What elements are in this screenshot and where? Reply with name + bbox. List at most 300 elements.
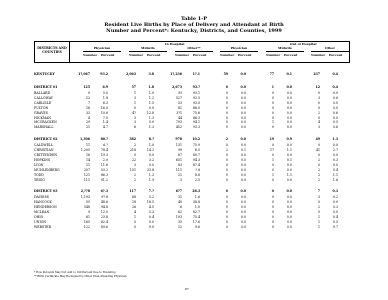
cell-value: 4: [133, 210, 136, 215]
cell-value: 0: [225, 91, 228, 95]
out-hospital-header: Out of Hospital: [290, 42, 317, 46]
cell-value: 75.6: [192, 110, 200, 115]
cell-value: 0.0: [286, 205, 292, 210]
cell-value: 0: [271, 215, 274, 219]
cell-value: 0: [225, 110, 228, 115]
subheader-percent: Percent: [238, 53, 252, 57]
row-label: CALLOWAY: [34, 95, 53, 100]
cell-value: 793: [175, 120, 182, 125]
title-line-2: Resident Live Births by Place of Delivery and Attendant at Birth: [104, 22, 284, 28]
cell-value: 0.0: [240, 210, 246, 215]
cell-value: 1.4: [102, 120, 108, 125]
cell-value: 0: [271, 167, 274, 172]
row-label: HOPKINS: [34, 157, 51, 162]
cell-value: 7: [87, 100, 90, 105]
cell-value: 38.8: [192, 200, 200, 205]
cell-value: 0: [271, 125, 274, 130]
cell-value: 1,193: [80, 195, 90, 200]
cell-value: 0: [225, 162, 228, 167]
cell-value: 3: [317, 195, 320, 200]
cell-value: 0.0: [286, 167, 292, 172]
cell-value: 0.4: [332, 72, 338, 76]
cell-value: 0: [271, 162, 274, 167]
cell-value: 0.0: [286, 177, 292, 182]
cell-value: 0.6: [332, 125, 338, 130]
row-label: LYON: [34, 162, 44, 167]
row-label: HENDERSON: [34, 205, 57, 210]
footnotes: [34, 271, 127, 279]
cell-value: 0.0: [286, 110, 292, 115]
cell-value: 0: [225, 215, 228, 219]
cell-value: 3: [317, 125, 320, 130]
cell-value: 0.0: [240, 189, 246, 194]
cell-value: 57: [131, 85, 136, 89]
row-label: CARLISLE: [34, 100, 52, 105]
cell-value: 978: [175, 137, 182, 142]
cell-value: 0: [271, 100, 274, 105]
cell-value: 0.5: [332, 219, 338, 224]
cell-value: 527: [175, 95, 182, 100]
cell-value: ?.8: [195, 167, 200, 172]
cell-value: 1.8: [102, 95, 108, 100]
cell-value: 2.5: [194, 177, 200, 182]
row-label: DISTRICT 01: [34, 85, 58, 89]
cell-value: 0: [271, 177, 274, 182]
cell-value: 0.0: [332, 91, 338, 95]
cell-value: 18.5: [146, 200, 154, 205]
cell-value: 6.5: [194, 148, 200, 153]
cell-value: 131: [175, 143, 182, 148]
cell-value: 5.0: [102, 91, 108, 95]
cell-value: 28.3: [192, 189, 200, 194]
cell-value: 165: [83, 219, 90, 224]
cell-value: 93.0: [192, 100, 200, 105]
subheader-percent: Percent: [329, 53, 343, 57]
cell-value: 0: [225, 143, 228, 148]
cell-value: 0: [225, 210, 228, 215]
cell-value: 0: [271, 195, 274, 200]
cell-value: 11: [85, 162, 90, 167]
cell-value: 0.0: [240, 95, 246, 100]
cell-value: 0: [317, 210, 320, 215]
cell-value: 0.0: [148, 224, 154, 229]
cell-value: 0.0: [332, 153, 338, 157]
cell-value: 0.0: [332, 143, 338, 148]
cell-value: 99: [177, 148, 182, 153]
cell-value: 3.8: [148, 72, 154, 76]
cell-value: 4.5: [148, 205, 154, 210]
cell-value: 19.3: [100, 153, 108, 157]
cell-value: 0.0: [286, 210, 292, 215]
cell-value: 9.6: [194, 224, 200, 229]
cell-value: 0.0: [286, 224, 292, 229]
cell-value: 94.1: [192, 120, 200, 125]
cell-value: 0.0: [286, 105, 292, 110]
cell-value: 0: [317, 162, 320, 167]
cell-value: 49: [315, 137, 320, 142]
cell-value: 0.0: [286, 189, 292, 194]
cell-value: 12: [315, 85, 320, 89]
cell-value: 1.3: [332, 137, 338, 142]
out-midwife-header: Midwife: [266, 47, 304, 52]
cell-value: 6?.3: [100, 189, 108, 194]
cell-value: 1: [317, 215, 320, 219]
cell-value: 1.6: [194, 195, 200, 200]
subheader-number: Number: [220, 53, 235, 57]
cell-value: 0: [133, 153, 136, 157]
cell-value: 1.0: [148, 143, 154, 148]
cell-value: 82.4: [100, 219, 108, 224]
cell-value: 0.0: [240, 85, 246, 89]
cell-value: 59: [223, 72, 228, 76]
cell-value: 0.2: [332, 195, 338, 200]
cell-value: 0: [317, 91, 320, 95]
cell-value: 29: [85, 120, 90, 125]
cell-value: 11: [85, 143, 90, 148]
cell-value: 0.5: [332, 120, 338, 125]
row-label: HICKMAN: [34, 115, 52, 120]
cell-value: 1: [133, 91, 136, 95]
cell-value: 0.0: [286, 215, 292, 219]
cell-value: 0: [317, 100, 320, 105]
cell-value: 0: [87, 91, 90, 95]
cell-value: 1.0: [148, 91, 154, 95]
subheader-number: Number: [311, 53, 326, 57]
row-label: DISTRICT 03: [34, 189, 58, 194]
cell-value: 0.3: [332, 189, 338, 194]
cell-value: 0.3: [332, 205, 338, 210]
cell-value: 0: [271, 200, 274, 205]
cell-value: 2: [317, 110, 320, 115]
cell-value: 1.5: [148, 100, 154, 105]
subheader-percent: Percent: [147, 53, 161, 57]
cell-value: 2.0: [102, 157, 108, 162]
cell-value: 0: [133, 224, 136, 229]
cell-value: 6?7: [175, 189, 182, 194]
cell-value: 1: [133, 215, 136, 219]
cell-value: 22: [131, 157, 136, 162]
cell-value: 0.3: [332, 157, 338, 162]
cell-value: 75.4: [192, 215, 200, 219]
cell-value: 68: [131, 195, 136, 200]
cell-value: 12.8: [146, 110, 154, 115]
table-row: [0, 189, 388, 194]
cell-value: 0.4: [332, 215, 338, 219]
cell-value: 0.0: [240, 215, 246, 219]
cell-value: 0: [271, 110, 274, 115]
physician-header: Physician: [83, 47, 121, 52]
cell-value: 41: [315, 148, 320, 153]
cell-value: 0.0: [332, 105, 338, 110]
cell-value: 0.0: [286, 195, 292, 200]
cell-value: 1: [271, 85, 274, 89]
cell-value: 0.0: [286, 200, 292, 205]
row-label: KENTUCKY: [34, 72, 55, 76]
row-label: DISTRICT 02: [34, 137, 58, 142]
cell-value: 0.4: [148, 215, 154, 219]
cell-value: 0: [317, 200, 320, 205]
cell-value: 0: [225, 219, 228, 224]
cell-value: 0.0: [148, 153, 154, 157]
cell-value: 48.6: [100, 200, 108, 205]
cell-value: 80.?: [100, 137, 108, 142]
cell-value: 0: [271, 153, 274, 157]
midwife-header: Midwife: [129, 47, 167, 52]
cell-value: 117: [129, 189, 136, 194]
row-label: TODD: [34, 172, 44, 177]
cell-value: 9: [87, 210, 90, 215]
table-row: [0, 137, 388, 142]
cell-value: 0.0: [148, 105, 154, 110]
cell-value: 0.0: [332, 115, 338, 120]
cell-value: 2: [133, 172, 136, 177]
cell-value: 10.6: [100, 110, 108, 115]
cell-value: 0.6: [332, 110, 338, 115]
cell-value: 0.0: [332, 100, 338, 105]
cell-value: 67: [177, 153, 182, 157]
table-row: [0, 125, 388, 130]
table-title: [0, 16, 388, 34]
cell-value: 3: [133, 162, 136, 167]
cell-value: 14.2: [146, 148, 154, 153]
cell-value: 17.6: [192, 219, 200, 224]
cell-value: 2: [317, 172, 320, 177]
cell-value: 0: [225, 205, 228, 210]
cell-value: 0: [271, 95, 274, 100]
cell-value: 93.1: [192, 91, 200, 95]
cell-value: 3.2: [148, 157, 154, 162]
cell-value: 0: [271, 205, 274, 210]
cell-value: 1.3: [148, 125, 154, 130]
cell-value: 94.8: [100, 205, 108, 210]
cell-value: 21: [85, 125, 90, 130]
cell-value: 4: [87, 115, 90, 120]
cell-value: 1.6: [332, 177, 338, 182]
cell-value: 0: [317, 143, 320, 148]
cell-value: 193: [175, 215, 182, 219]
cell-value: 0.0: [240, 153, 246, 157]
cell-value: 3: [133, 120, 136, 125]
cell-value: 0.0: [240, 100, 246, 105]
row-label: MARSHALL: [34, 125, 54, 130]
cell-value: 0.0: [240, 177, 246, 182]
cell-value: 122: [83, 224, 90, 229]
cell-value: 12: [85, 95, 90, 100]
cell-value: 86.3: [192, 115, 200, 120]
cell-value: 1: [317, 224, 320, 229]
cell-value: 0.0: [148, 162, 154, 167]
cell-value: 1?.1: [192, 72, 200, 76]
cell-value: 0.9: [286, 137, 292, 142]
cell-value: 121: [83, 172, 90, 177]
cell-value: 0: [271, 210, 274, 215]
cell-value: 651: [175, 157, 182, 162]
cell-value: 0.0: [240, 205, 246, 210]
cell-value: 3: [133, 95, 136, 100]
cell-value: 0.0: [240, 72, 246, 76]
cell-value: 55: [85, 200, 90, 205]
cell-value: 2: [133, 177, 136, 182]
cell-value: 3?1: [176, 110, 182, 115]
cell-value: 6: [179, 205, 182, 210]
cell-value: 40: [177, 200, 182, 205]
cell-value: 87.4: [192, 162, 200, 167]
cell-value: 0.0: [240, 172, 246, 177]
cell-value: 7.0: [102, 115, 108, 120]
cell-value: 111: [175, 167, 182, 172]
cell-value: 2.7: [332, 148, 338, 153]
cell-value: 0: [271, 143, 274, 148]
cell-value: 0: [225, 172, 228, 177]
cell-value: 4: [317, 120, 320, 125]
cell-value: 0: [225, 105, 228, 110]
row-label: HANCOCK: [34, 200, 52, 205]
cell-value: 2,??8: [80, 189, 90, 194]
cell-value: 6.?: [103, 143, 108, 148]
cell-value: 93.?: [192, 85, 200, 89]
row-label: UNION: [34, 219, 47, 224]
cell-value: 0.0: [240, 120, 246, 125]
out-other-header: Other: [311, 47, 349, 52]
cell-value: 207: [83, 167, 90, 172]
cell-value: 33.8: [146, 167, 154, 172]
cell-value: 7.?: [148, 189, 154, 194]
title-line-3: Number and Percent*: Kentucky, Districts, and Counties, 1999: [106, 28, 282, 34]
cell-value: 0.0: [332, 162, 338, 167]
cell-value: 0: [271, 224, 274, 229]
cell-value: 1.0: [194, 205, 200, 210]
cell-value: 6.9: [102, 85, 108, 89]
cell-value: 83: [177, 162, 182, 167]
cell-value: 4.7: [102, 125, 108, 130]
cell-value: 0.0: [240, 105, 246, 110]
cell-value: 93.3: [192, 125, 200, 130]
cell-value: 94.3: [192, 157, 200, 162]
cell-value: 1: [271, 120, 274, 125]
cell-value: 0: [225, 115, 228, 120]
subheader-percent: Percent: [101, 53, 115, 57]
cell-value: 3: [317, 95, 320, 100]
cell-value: 16.0: [100, 105, 108, 110]
table-row: [0, 72, 388, 77]
cell-value: 218: [129, 148, 136, 153]
subheader-number: Number: [175, 53, 190, 57]
row-label: MCCRACKEN: [34, 120, 57, 125]
cell-value: 0.0: [240, 115, 246, 120]
cell-value: 1,306: [80, 137, 90, 142]
row-label: CHRISTIAN: [34, 148, 54, 153]
cell-value: 0.6: [332, 95, 338, 100]
cell-value: 33: [85, 110, 90, 115]
cell-value: 0.1: [286, 157, 292, 162]
cell-value: 0.4: [332, 85, 338, 89]
cell-value: 0: [225, 95, 228, 100]
cell-value: 0.7: [332, 224, 338, 229]
cell-value: 0: [225, 195, 228, 200]
cell-value: 0.0: [240, 125, 246, 130]
cell-value: 8.8: [194, 172, 200, 177]
cell-value: 2: [225, 137, 228, 142]
footnote-1: * Row Percents May Not Add to 100 Percent Due to Rounding: [34, 271, 116, 274]
cell-value: 548: [83, 205, 90, 210]
row-label: WEBSTER: [34, 224, 51, 229]
table-row: [0, 85, 388, 90]
cell-value: 0.0: [286, 143, 292, 148]
cell-value: 91.2: [100, 177, 108, 182]
cell-value: 0.0: [332, 210, 338, 215]
row-label: TRIGG: [34, 177, 45, 182]
cell-value: 0.0: [286, 100, 292, 105]
cell-value: 0: [317, 115, 320, 120]
cell-value: 1?,067: [78, 72, 90, 76]
cell-value: 1: [271, 157, 274, 162]
cell-value: 0: [133, 105, 136, 110]
cell-value: 0.0: [332, 200, 338, 205]
cell-value: 93.5: [192, 95, 200, 100]
cell-value: 0.0: [240, 167, 246, 172]
cell-value: 0.0: [240, 157, 246, 162]
cell-value: 78.4: [100, 148, 108, 153]
cell-value: 93.2: [100, 72, 108, 76]
cell-value: 23.8: [100, 215, 108, 219]
row-label: FULTON: [34, 105, 49, 110]
row-label: OHIO: [34, 215, 44, 219]
cell-value: 0: [317, 153, 320, 157]
cell-value: 2: [317, 177, 320, 182]
cell-value: 35: [177, 219, 182, 224]
cell-value: 1,205: [80, 148, 90, 153]
title-line-1: Table 1-P: [180, 16, 208, 22]
cell-value: 0.0: [148, 219, 154, 224]
cell-value: 1: [271, 172, 274, 177]
cell-value: 75.9: [192, 143, 200, 148]
cell-value: 8.?: [148, 137, 154, 142]
cell-value: 0.1: [286, 72, 292, 76]
cell-value: 53: [177, 100, 182, 105]
cell-value: 0.0: [286, 95, 292, 100]
cell-value: 0.0: [240, 219, 246, 224]
cell-value: 0.0: [286, 91, 292, 95]
table-header: [34, 41, 350, 63]
cell-value: 0.0: [148, 120, 154, 125]
cell-value: 44: [177, 115, 182, 120]
cell-value: 2: [317, 167, 320, 172]
cell-value: 2: [317, 157, 320, 162]
cell-value: 0: [225, 200, 228, 205]
cell-value: 86.3: [100, 172, 108, 177]
cell-value: 0: [225, 100, 228, 105]
cell-value: 3: [179, 177, 182, 182]
cell-value: 0: [225, 125, 228, 130]
cell-value: 31: [177, 195, 182, 200]
cell-value: 81: [177, 105, 182, 110]
cell-value: 0.0: [240, 224, 246, 229]
cell-value: 0: [225, 224, 228, 229]
cell-value: 1.2: [148, 95, 154, 100]
row-label: GRAVES: [34, 110, 48, 115]
cell-value: 19: [269, 137, 274, 142]
cell-value: 1: [317, 219, 320, 224]
cell-value: 2: [225, 148, 228, 153]
cell-value: 1.8: [148, 85, 154, 89]
other-header: Other**: [175, 47, 213, 52]
cell-value: 0: [225, 85, 228, 89]
cell-value: 4?: [132, 110, 136, 115]
cell-value: 0.0: [240, 143, 246, 148]
cell-value: 16: [85, 153, 90, 157]
subheader-number: Number: [266, 53, 281, 57]
out-physician-header: Physician: [220, 47, 258, 52]
